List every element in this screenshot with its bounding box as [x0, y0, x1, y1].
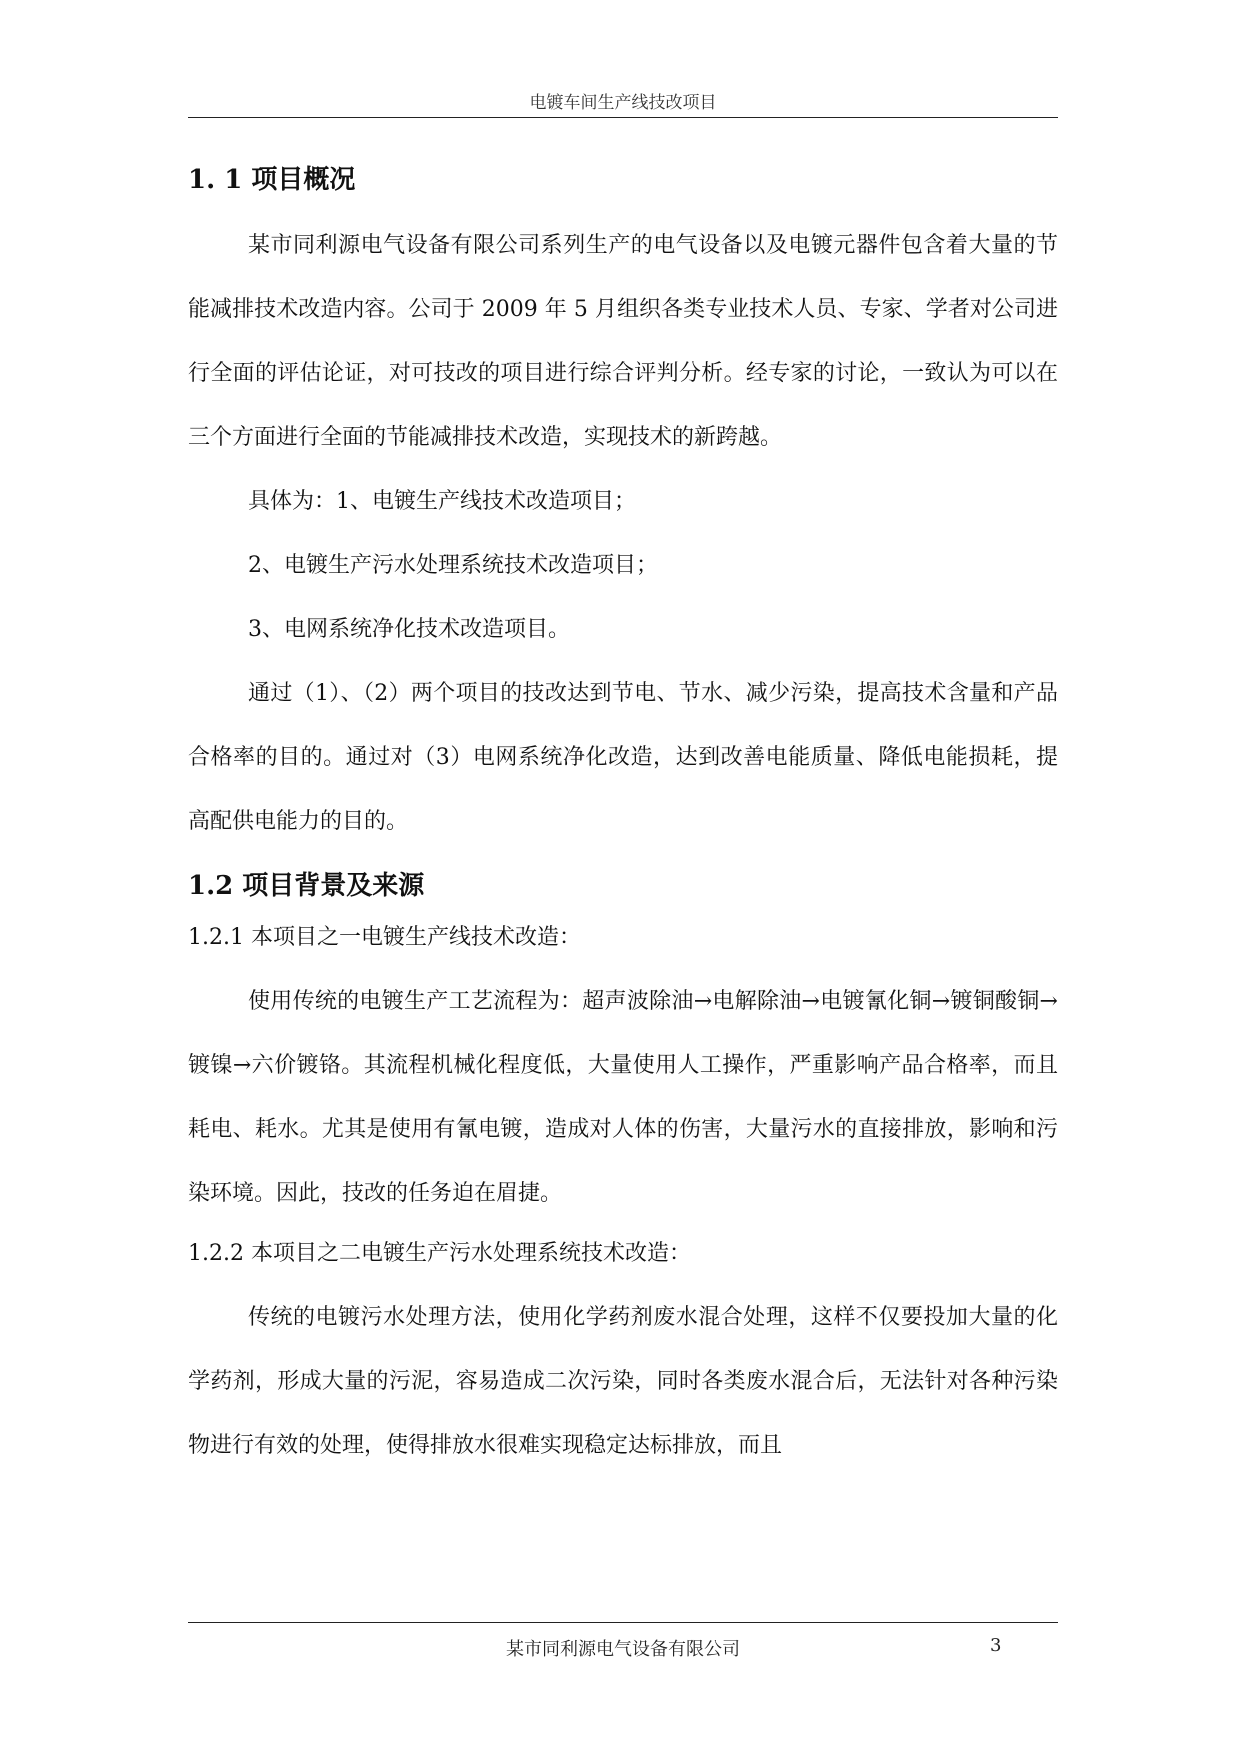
- page-header-title: 电镀车间生产线技改项目: [529, 93, 717, 113]
- list-item-2: 2、电镀生产污水处理系统技术改造项目；: [248, 553, 658, 578]
- paragraph-overview: 某市同利源电气设备有限公司系列生产的电气设备以及电镀元器件包含着大量的节能减排技术改造内容。公司于 2009 年 5 月组织各类专业技术人员、专家、学者对公司进行全面的评估论证，对可技改的项目进行综合评判分析。经专家的讨论，一致认为可以在三个方面进行全面的节能减排技术改造，实现技术的新跨越。: [188, 233, 1058, 450]
- paragraph-wastewater: 传统的电镀污水处理方法，使用化学药剂废水混合处理，这样不仅要投加大量的化学药剂，形成大量的污泥，容易造成二次污染，同时各类废水混合后，无法针对各种污染物进行有效的处理，使得排放水很难实现稳定达标排放，而且: [188, 1305, 1058, 1458]
- page-number: 3: [990, 1635, 1002, 1656]
- footer-company-name: 某市同利源电气设备有限公司: [506, 1639, 740, 1660]
- section-heading-1-1: 1. 1 项目概况: [188, 165, 356, 195]
- paragraph-goals: 通过（1）、（2）两个项目的技改达到节电、节水、减少污染，提高技术含量和产品合格率的目的。通过对（3）电网系统净化改造，达到改善电能质量、降低电能损耗，提高配供电能力的目的。: [188, 681, 1058, 834]
- list-item-3: 3、电网系统净化技术改造项目。: [248, 617, 570, 642]
- header-rule: [188, 117, 1058, 118]
- section-heading-1-2: 1.2 项目背景及来源: [188, 871, 425, 901]
- footer-rule: [188, 1622, 1058, 1623]
- document-body: [188, 160, 1058, 1478]
- subsection-heading-1-2-1: 1.2.1 本项目之一电镀生产线技术改造：: [188, 925, 581, 950]
- subsection-heading-1-2-2: 1.2.2 本项目之二电镀生产污水处理系统技术改造：: [188, 1241, 691, 1266]
- list-item-1: 具体为：1、电镀生产线技术改造项目；: [248, 489, 636, 514]
- paragraph-plating-process: 使用传统的电镀生产工艺流程为：超声波除油→电解除油→电镀氰化铜→镀铜酸铜→镀镍→六价镀铬。其流程机械化程度低，大量使用人工操作，严重影响产品合格率，而且耗电、耗水。尤其是使用有氰电镀，造成对人体的伤害，大量污水的直接排放，影响和污染环境。因此，技改的任务迫在眉捷。: [188, 989, 1058, 1206]
